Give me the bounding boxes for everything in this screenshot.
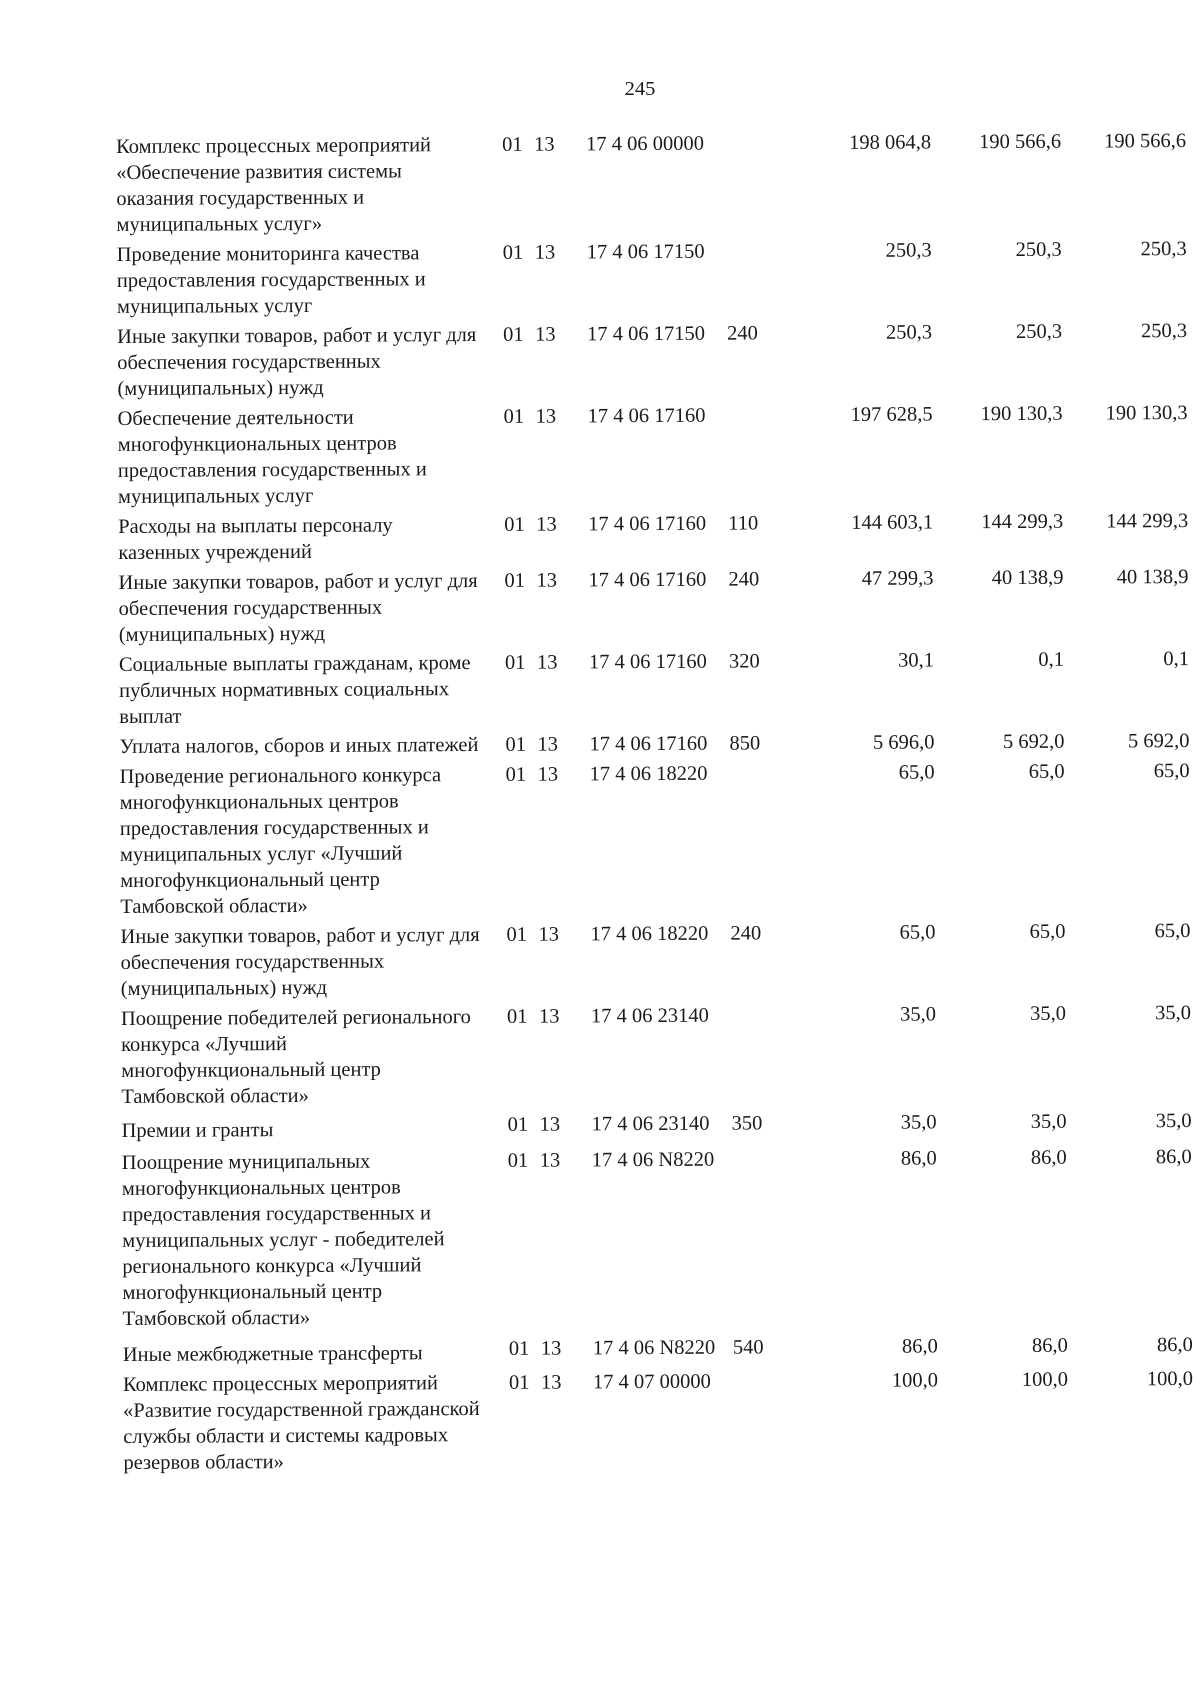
row-name: Иные межбюджетные трансферты (122, 1342, 423, 1366)
section-code: 01 (504, 513, 525, 536)
subsection-code: 13 (539, 1113, 561, 1136)
expense-type-code: 350 (731, 1112, 763, 1135)
expense-type-code: 850 (729, 732, 761, 755)
amount-year-3: 250,3 (1140, 320, 1188, 343)
table-row (118, 400, 1189, 510)
target-article-code: 17 4 06 17150 (586, 240, 705, 264)
amount-year-2: 250,3 (1015, 238, 1062, 261)
section-code: 01 (504, 569, 526, 592)
table-row (119, 646, 1189, 730)
expense-type-code: 240 (728, 568, 760, 591)
amount-year-3: 190 130,3 (1105, 402, 1188, 425)
amount-year-3: 86,0 (1156, 1334, 1193, 1357)
page-number: 245 (624, 78, 656, 100)
section-code: 01 (507, 1149, 529, 1172)
section-code: 01 (503, 405, 525, 428)
target-article-code: 17 4 06 17160 (588, 650, 707, 674)
amount-year-2: 250,3 (1015, 320, 1063, 343)
amount-year-2: 190 566,6 (978, 130, 1062, 154)
amount-year-2: 40 138,9 (991, 566, 1064, 590)
section-code: 01 (508, 1371, 530, 1394)
target-article-code: 17 4 06 17160 (589, 732, 708, 756)
table-row (119, 728, 1189, 760)
target-article-code: 17 4 06 23140 (591, 1112, 710, 1136)
row-name: Комплекс процессных мероприятий «Обеспечение развития системы оказания государственных и муниципальных услуг» (116, 134, 432, 236)
amount-year-2: 86,0 (1031, 1334, 1068, 1357)
amount-year-2: 190 130,3 (980, 402, 1063, 426)
amount-year-2: 35,0 (1029, 1002, 1066, 1025)
amount-year-3: 86,0 (1155, 1146, 1192, 1169)
table-row (121, 1000, 1192, 1110)
subsection-code: 13 (534, 133, 555, 156)
table-row (120, 758, 1191, 920)
subsection-code: 13 (538, 923, 560, 946)
amount-year-3: 65,0 (1153, 760, 1190, 783)
expense-type-code: 540 (732, 1336, 764, 1359)
amount-year-3: 190 566,6 (1103, 130, 1187, 153)
subsection-code: 13 (538, 1005, 560, 1028)
amount-year-3: 100,0 (1146, 1368, 1194, 1391)
amount-year-2: 144 299,3 (981, 510, 1064, 534)
section-code: 01 (505, 733, 526, 756)
amount-year-1: 35,0 (900, 1111, 937, 1134)
amount-year-1: 100,0 (891, 1369, 939, 1392)
table-row (118, 564, 1188, 648)
target-article-code: 17 4 06 18220 (590, 922, 709, 946)
subsection-code: 13 (534, 241, 556, 264)
row-name: Иные закупки товаров, работ и услуг для обеспечения государственных (муниципальных) нужд (120, 923, 480, 1000)
subsection-code: 13 (537, 763, 559, 786)
amount-year-3: 35,0 (1155, 1110, 1192, 1133)
amount-year-1: 47 299,3 (861, 567, 934, 590)
amount-year-2: 35,0 (1030, 1110, 1067, 1133)
expense-type-code: 320 (728, 650, 760, 673)
section-code: 01 (508, 1337, 530, 1360)
row-name: Иные закупки товаров, работ и услуг для обеспечения государственных (муниципальных) нужд (117, 323, 477, 400)
expense-type-code: 240 (730, 922, 762, 945)
amount-year-1: 197 628,5 (850, 403, 933, 426)
amount-year-3: 250,3 (1140, 238, 1187, 261)
section-code: 01 (506, 1005, 528, 1028)
target-article-code: 17 4 06 17150 (587, 322, 706, 346)
subsection-code: 13 (537, 733, 558, 756)
amount-year-1: 198 064,8 (848, 131, 932, 154)
amount-year-2: 0,1 (1038, 648, 1065, 671)
amount-year-1: 250,3 (885, 321, 933, 344)
subsection-code: 13 (536, 569, 558, 592)
amount-year-2: 86,0 (1030, 1146, 1067, 1169)
amount-year-1: 86,0 (900, 1147, 937, 1170)
target-article-code: 17 4 06 N8220 (591, 1148, 715, 1172)
row-name: Уплата налогов, сборов и иных платежей (119, 733, 479, 758)
amount-year-1: 30,1 (898, 649, 935, 672)
subsection-code: 13 (536, 513, 557, 536)
section-code: 01 (506, 923, 528, 946)
subsection-code: 13 (539, 1149, 561, 1172)
table-row (117, 236, 1187, 320)
table-row (116, 128, 1187, 238)
section-code: 01 (507, 1113, 529, 1136)
row-name: Поощрение победителей регионального конкурса «Лучший многофункциональный центр Тамбовской области» (120, 1006, 471, 1108)
row-name: Обеспечение деятельности многофункциональных центров предоставления государственных и муниципальных услуг (117, 406, 427, 508)
section-code: 01 (503, 323, 524, 346)
expense-type-code: 240 (727, 322, 758, 345)
subsection-code: 13 (535, 405, 557, 428)
amount-year-1: 65,0 (899, 921, 936, 944)
table-row (122, 1144, 1193, 1332)
table-row (123, 1332, 1193, 1368)
table-row (118, 508, 1188, 566)
subsection-code: 13 (536, 651, 558, 674)
amount-year-2: 65,0 (1029, 920, 1066, 943)
amount-year-3: 144 299,3 (1106, 510, 1189, 533)
target-article-code: 17 4 06 N8220 (592, 1336, 716, 1360)
subsection-code: 13 (535, 323, 556, 346)
amount-year-1: 65,0 (898, 761, 935, 784)
amount-year-1: 86,0 (901, 1335, 938, 1358)
amount-year-2: 65,0 (1028, 760, 1065, 783)
expense-type-code: 110 (728, 512, 759, 535)
amount-year-3: 40 138,9 (1116, 566, 1189, 589)
amount-year-1: 250,3 (885, 239, 932, 262)
amount-year-1: 35,0 (899, 1003, 936, 1026)
amount-year-1: 144 603,1 (851, 511, 934, 534)
section-code: 01 (505, 763, 527, 786)
row-name: Комплекс процессных мероприятий «Развитие государственной гражданской службы области и системы кадровых резервов области» (122, 1372, 480, 1474)
budget-table (116, 128, 1193, 1476)
target-article-code: 17 4 06 00000 (586, 132, 704, 156)
table-row (123, 1366, 1194, 1476)
section-code: 01 (502, 241, 524, 264)
section-code: 01 (502, 133, 523, 156)
target-article-code: 17 4 06 17160 (587, 404, 706, 428)
amount-year-2: 100,0 (1021, 1368, 1069, 1391)
row-name: Проведение мониторинга качества предоставления государственных и муниципальных услуг (116, 242, 426, 318)
amount-year-3: 5 692,0 (1127, 730, 1190, 753)
row-name: Проведение регионального конкурса многофункциональных центров предоставления государственных и муниципальных услуг «Лучший многофункциональный центр Тамбовской области» (119, 764, 442, 918)
amount-year-2: 5 692,0 (1002, 730, 1065, 754)
target-article-code: 17 4 06 23140 (590, 1004, 709, 1028)
amount-year-3: 35,0 (1154, 1002, 1191, 1025)
table-row (121, 1108, 1191, 1144)
subsection-code: 13 (540, 1337, 562, 1360)
amount-year-3: 65,0 (1154, 920, 1191, 943)
row-name: Премии и гранты (121, 1119, 274, 1142)
target-article-code: 17 4 06 17160 (588, 568, 707, 592)
row-name: Иные закупки товаров, работ и услуг для обеспечения государственных (муниципальных) нужд (118, 569, 478, 646)
table-row (120, 918, 1190, 1002)
row-name: Поощрение муниципальных многофункциональных центров предоставления государственных и муниципальных услуг - победителей регионального конкурса «Лучший многофункциональный центр Тамбовской области» (121, 1150, 445, 1330)
target-article-code: 17 4 07 00000 (592, 1370, 711, 1394)
subsection-code: 13 (540, 1371, 562, 1394)
amount-year-3: 0,1 (1163, 648, 1190, 671)
target-article-code: 17 4 06 17160 (588, 512, 707, 536)
amount-year-1: 5 696,0 (872, 731, 935, 754)
section-code: 01 (504, 651, 526, 674)
table-row (117, 318, 1187, 402)
row-name: Расходы на выплаты персоналу казенных учреждений (118, 514, 393, 564)
target-article-code: 17 4 06 18220 (589, 762, 708, 786)
row-name: Социальные выплаты гражданам, кроме публичных нормативных социальных выплат (118, 652, 471, 728)
